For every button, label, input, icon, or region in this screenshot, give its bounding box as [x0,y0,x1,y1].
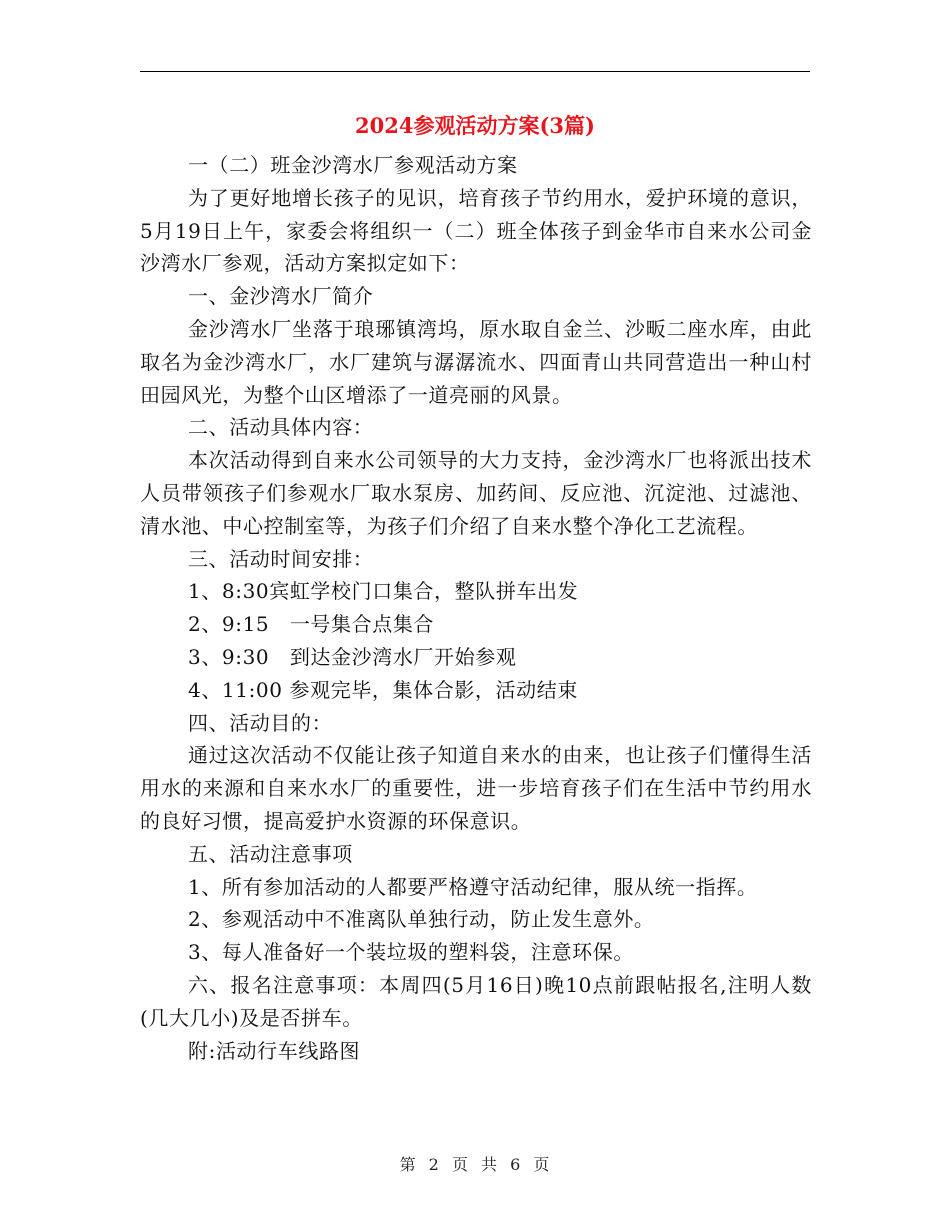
notice-item: 1、所有参加活动的人都要严格遵守活动纪律，服从统一指挥。 [188,874,758,899]
schedule-item: 1、8:30宾虹学校门口集合，整队拼车出发 [188,579,579,604]
body-paragraph: 本次活动得到自来水公司领导的大力支持，金沙湾水厂也将派出技术人员带领孩子们参观水厂取水泵房、加药间、反应池、沉淀池、过滤池、清水池、中心控制室等，为孩子们介绍了自来水整个净化工艺流程。 [140,448,812,538]
document-body [140,149,812,1067]
notice-item: 2、参观活动中不准离队单独行动，防止发生意外。 [188,907,655,932]
registration-note: 六、报名注意事项：本周四(5月16日)晚10点前跟帖报名,注明人数(几大几小)及是否拼车。 [140,972,812,1030]
body-paragraph: 为了更好地增长孩子的见识，培育孩子节约用水，爱护环境的意识，5月19日上午，家委会将组织一（二）班全体孩子到金华市自来水公司金沙湾水厂参观，活动方案拟定如下： [140,185,812,276]
appendix-note: 附:活动行车线路图 [188,1038,361,1063]
section-heading: 一（二）班金沙湾水厂参观活动方案 [188,153,518,177]
body-paragraph: 金沙湾水厂坐落于琅琊镇湾坞，原水取自金兰、沙畈二座水库，由此取名为金沙湾水厂，水厂建筑与潺潺流水、四面青山共同营造出一种山村田园风光，为整个山区增添了一道亮丽的风景。 [140,316,812,407]
schedule-item: 2、9:15 一号集合点集合 [188,612,435,637]
document-title: 2024参观活动方案(3篇) [355,113,595,138]
header-rule [140,71,810,72]
section-heading: 三、活动时间安排： [188,546,374,571]
section-heading: 五、活动注意事项 [188,841,353,866]
schedule-item: 4、11:00 参观完毕，集体合影，活动结束 [188,677,578,702]
section-heading: 二、活动具体内容： [188,415,374,440]
section-heading: 四、活动目的： [188,710,333,735]
section-heading: 一、金沙湾水厂简介 [188,284,374,309]
notice-item: 3、每人准备好一个装垃圾的塑料袋，注意环保。 [188,940,634,965]
page-number: 第 2 页 共 6 页 [399,1155,551,1174]
schedule-item: 3、9:30 到达金沙湾水厂开始参观 [188,644,517,669]
body-paragraph: 通过这次活动不仅能让孩子知道自来水的由来，也让孩子们懂得生活用水的来源和自来水水厂的重要性，进一步培育孩子们在生活中节约用水的良好习惯，提高爱护水资源的环保意识。 [140,743,812,833]
